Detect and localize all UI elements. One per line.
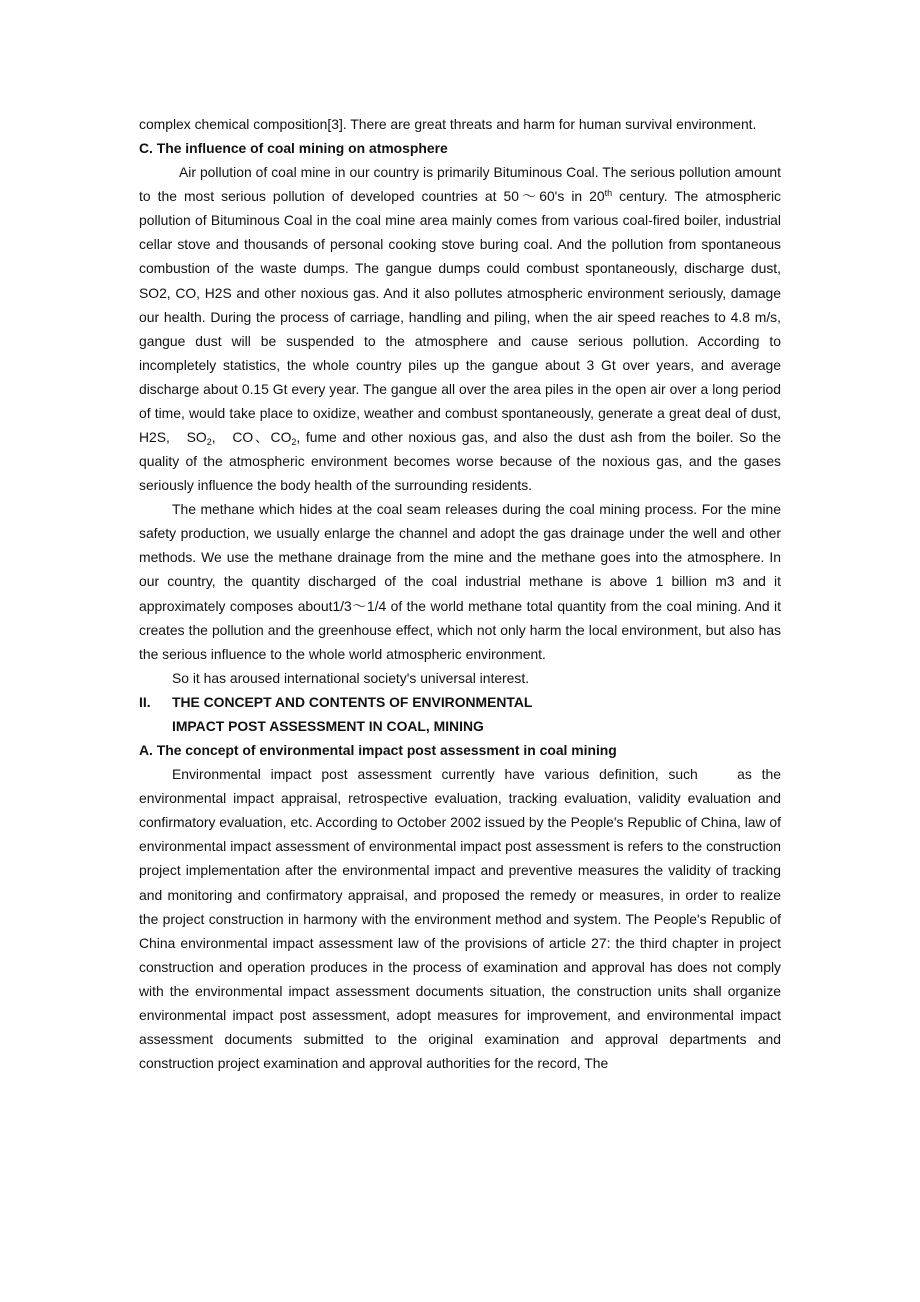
document-page <box>139 112 781 1075</box>
section-heading-ii-continued <box>139 714 781 738</box>
p1-text-c: , CO、CO <box>211 429 292 446</box>
paragraph-continued: complex chemical composition[3]. There are great threats and harm for human survival environment. <box>139 116 757 132</box>
section-heading-ii <box>139 690 781 714</box>
paragraph-international-interest: So it has aroused international society's universal interest. <box>172 669 530 686</box>
p1-text-d: , fume and other noxious gas, and also the dust ash from the boiler. So the quality of the atmospheric environment becomes worse because of the noxious gas, and the gases seriously influence the body health of the surrounding residents. <box>139 429 782 494</box>
subscript-so2: 2 <box>206 437 212 448</box>
section-title-line1: THE CONCEPT AND CONTENTS OF ENVIRONMENTAL <box>172 693 533 710</box>
section-heading-a: A. The concept of environmental impact post assessment in coal mining <box>139 742 617 759</box>
section-heading-c: C. The influence of coal mining on atmosphere <box>139 140 448 157</box>
superscript-th: th <box>604 188 613 199</box>
paragraph-concept: Environmental impact post assessment currently have various definition, such as the environmental impact appraisal, retrospective evaluation, tracking evaluation, validity evaluation and confirmatory evaluation, etc. According to October 2002 issued by the People's Republic of China, law of environmental impact assessment of environmental impact post assessment is refers to the construction project implementation after the environmental impact and preventive measures the validity of tracking and monitoring and confirmatory appraisal, and proposed the remedy or measures, in order to realize the project construction in harmony with the environment method and system. The People's Republic of China environmental impact assessment law of the provisions of article 27: the third chapter in project construction and operation produces in the process of examination and approval has does not comply with the environmental impact assessment documents situation, the construction units shall organize environmental impact post assessment, adopt measures for improvement, and environmental impact assessment documents submitted to the original examination and approval departments and construction project examination and approval authorities for the record, The <box>139 766 781 1072</box>
p1-text-b: century. The atmospheric pollution of Bituminous Coal in the coal mine area mainly comes from various coal-fired boiler, industrial cellar stove and thousands of personal cooking stove buring coal. And the pollution from spontaneous combustion of the waste dumps. The gangue dumps could combust spontaneously, discharge dust, SO2, CO, H2S and other noxious gas. And it also pollutes atmospheric environment seriously, damage our health. During the process of carriage, handling and piling, when the air speed reaches to 4.8 m/s, gangue dust will be suspended to the atmosphere and cause serious pollution. According to incompletely statistics, the whole country piles up the gangue about 3 Gt over years, and average discharge about 0.15 Gt every year. The gangue all over the area piles in the open air over a long period of time, would take place to oxidize, weather and combust spontaneously, generate a great deal of dust, H2S, SO <box>139 188 781 446</box>
p1-text-a: Air pollution of coal mine in our country is primarily Bituminous Coal. The serious pollution amount to the most serious pollution of developed countries at 50～60's in 20 <box>139 164 781 205</box>
paragraph-methane: The methane which hides at the coal seam releases during the coal mining process. For the mine safety production, we usually enlarge the channel and adopt the gas drainage under the well and other methods. We use the methane drainage from the mine and the methane goes into the atmosphere. In our country, the quantity discharged of the coal industrial methane is above 1 billion m3 and it approximately composes about1/3～1/4 of the world methane total quantity from the coal mining. And it creates the pollution and the greenhouse effect, which not only harm the local environment, but also has the serious influence to the whole world atmospheric environment. <box>139 501 781 662</box>
section-title-line2: IMPACT POST ASSESSMENT IN COAL, MINING <box>172 717 484 734</box>
subscript-co2: 2 <box>291 437 297 448</box>
paragraph-coal-atmosphere <box>139 160 781 497</box>
section-number: II. <box>139 693 151 710</box>
